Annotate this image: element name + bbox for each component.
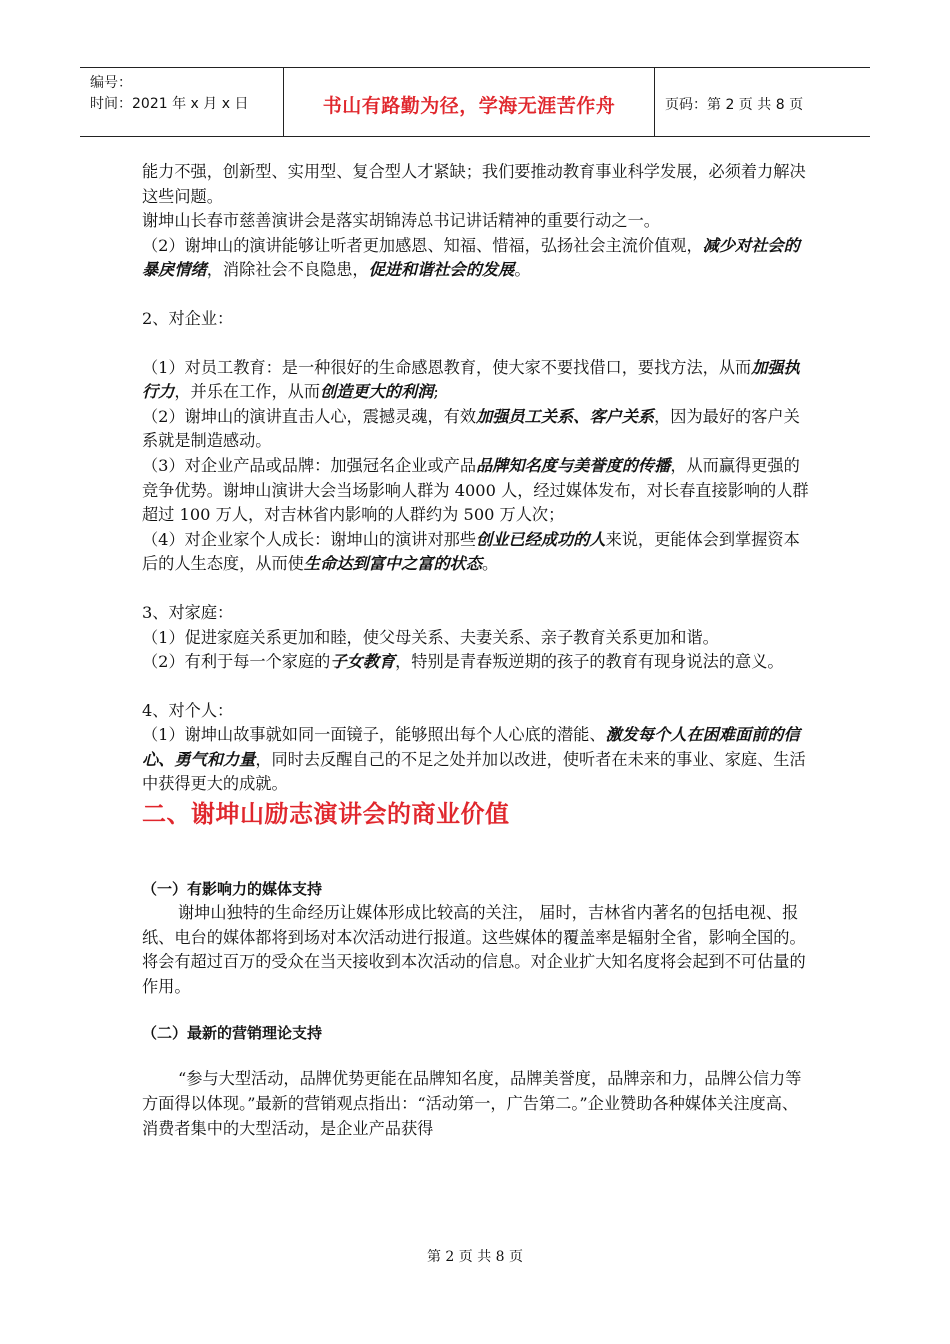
paragraph xyxy=(142,650,814,675)
text-run: 来说，更能体会到掌握资本后的人生态度，从而使 xyxy=(142,529,800,574)
page-header xyxy=(80,67,870,137)
emphasis-text: 品牌知名度与美誉度的传播 xyxy=(476,455,671,475)
text-run: 。 xyxy=(481,554,499,574)
paragraph: 谢坤山长春市慈善演讲会是落实胡锦涛总书记讲话精神的重要行动之一。 xyxy=(142,211,660,231)
text-run: ，特别是青春叛逆期的孩子的教育有现身说法的意义。 xyxy=(395,652,784,672)
emphasis-text: 创业已经成功的人 xyxy=(476,529,606,549)
paragraph: 谢坤山独特的生命经历让媒体形成比较高的关注， 届时，吉林省内著名的包括电视、报纸、电台的媒体都将到场对本次活动进行报道。这些媒体的覆盖率是辐射全省，影响全国的。将会有超过百万的受众在当天接收到本次活动的信息。对企业扩大知名度将会起到不可估量的作用。 xyxy=(142,903,806,996)
emphasis-text: 生命达到富中之富的状态 xyxy=(303,554,482,574)
text-run: （3）对企业产品或品牌：加强冠名企业或产品 xyxy=(142,455,477,475)
section-heading-individual: 4、对个人： xyxy=(142,700,234,720)
text-run: ，并乐在工作，从而 xyxy=(174,382,321,402)
text-run: （4）对企业家个人成长：谢坤山的演讲对那些 xyxy=(142,529,477,549)
paragraph xyxy=(142,356,814,405)
text-run: （1）谢坤山故事就如同一面镜子，能够照出每个人心底的潜能、 xyxy=(142,725,606,745)
text-run: 。 xyxy=(514,260,531,280)
subheading-marketing-theory: （二）最新的营销理论支持 xyxy=(142,1024,323,1043)
emphasis-text: 加强执行力 xyxy=(142,357,800,402)
emphasis-text: 减少对社会的暴戾情绪 xyxy=(142,235,800,280)
emphasis-text: 子女教育 xyxy=(330,652,396,672)
header-motto: 书山有路勤为径，学海无涯苦作舟 xyxy=(283,68,655,136)
paragraph xyxy=(142,405,814,454)
text-run: （1）对员工教育：是一种很好的生命感恩教育，使大家不要找借口，要找方法，从而 xyxy=(142,357,752,377)
emphasis-text: 促进和谐社会的发展 xyxy=(368,260,515,280)
paragraph xyxy=(142,528,814,577)
page-footer: 第 2 页 共 8 页 xyxy=(426,1249,524,1265)
doc-number-label: 编号： xyxy=(90,75,132,91)
document-body xyxy=(142,160,814,1141)
text-run: （2）谢坤山的演讲直击人心，震撼灵魂，有效 xyxy=(142,406,477,426)
subheading-media-support: （一）有影响力的媒体支持 xyxy=(142,880,323,899)
header-meta xyxy=(80,68,283,136)
text-run: ，因为最好的客户关系就是制造感动。 xyxy=(142,406,800,451)
text-run: ，同时去反醒自己的不足之处并加以改进，使听者在未来的事业、家庭、生活中获得更大的成就。 xyxy=(142,749,806,794)
text-run: ; xyxy=(433,382,439,402)
emphasis-text: 激发每个人在困难面前的信心、勇气和力量 xyxy=(142,725,800,769)
paragraph: 能力不强，创新型、实用型、复合型人才紧缺；我们要推动教育事业科学发展，必须着力解决这些问题。 xyxy=(142,162,806,206)
text-run: （2）有利于每一个家庭的 xyxy=(142,652,331,672)
text-run: （2）谢坤山的演讲能够让听者更加感恩、知福、惜福，弘扬社会主流价值观， xyxy=(142,235,703,255)
emphasis-text: 加强员工关系、客户关系 xyxy=(476,406,655,426)
chapter-heading: 二、谢坤山励志演讲会的商业价值 xyxy=(142,800,510,829)
paragraph xyxy=(142,723,814,797)
section-heading-enterprise: 2、对企业： xyxy=(142,308,234,328)
text-run: ，从而赢得更强的竞争优势。谢坤山演讲大会当场影响人群为 4000 人，经过媒体发布，对长春直接影响的人群超过 100 万人，对吉林省内影响的人群约为 500 万人次； xyxy=(142,455,809,525)
doc-date-label: 时间：2021 年 x 月 x 日 xyxy=(90,96,249,112)
text-run: ，消除社会不良隐患， xyxy=(206,260,369,280)
paragraph: “参与大型活动，品牌优势更能在品牌知名度，品牌美誉度，品牌亲和力，品牌公信力等方面得以体现。”最新的营销观点指出：“活动第一，广告第二。”企业赞助各种媒体关注度高、消费者集中的大型活动，是企业产品获得 xyxy=(142,1069,802,1138)
paragraph: （1）促进家庭关系更加和睦，使父母关系、夫妻关系、亲子教育关系更加和谐。 xyxy=(142,627,719,647)
emphasis-text: 创造更大的利润 xyxy=(320,382,434,402)
paragraph xyxy=(142,234,814,283)
header-page-number: 页码：第 2 页 共 8 页 xyxy=(665,97,804,113)
paragraph xyxy=(142,454,814,528)
section-heading-family: 3、对家庭： xyxy=(142,602,234,622)
